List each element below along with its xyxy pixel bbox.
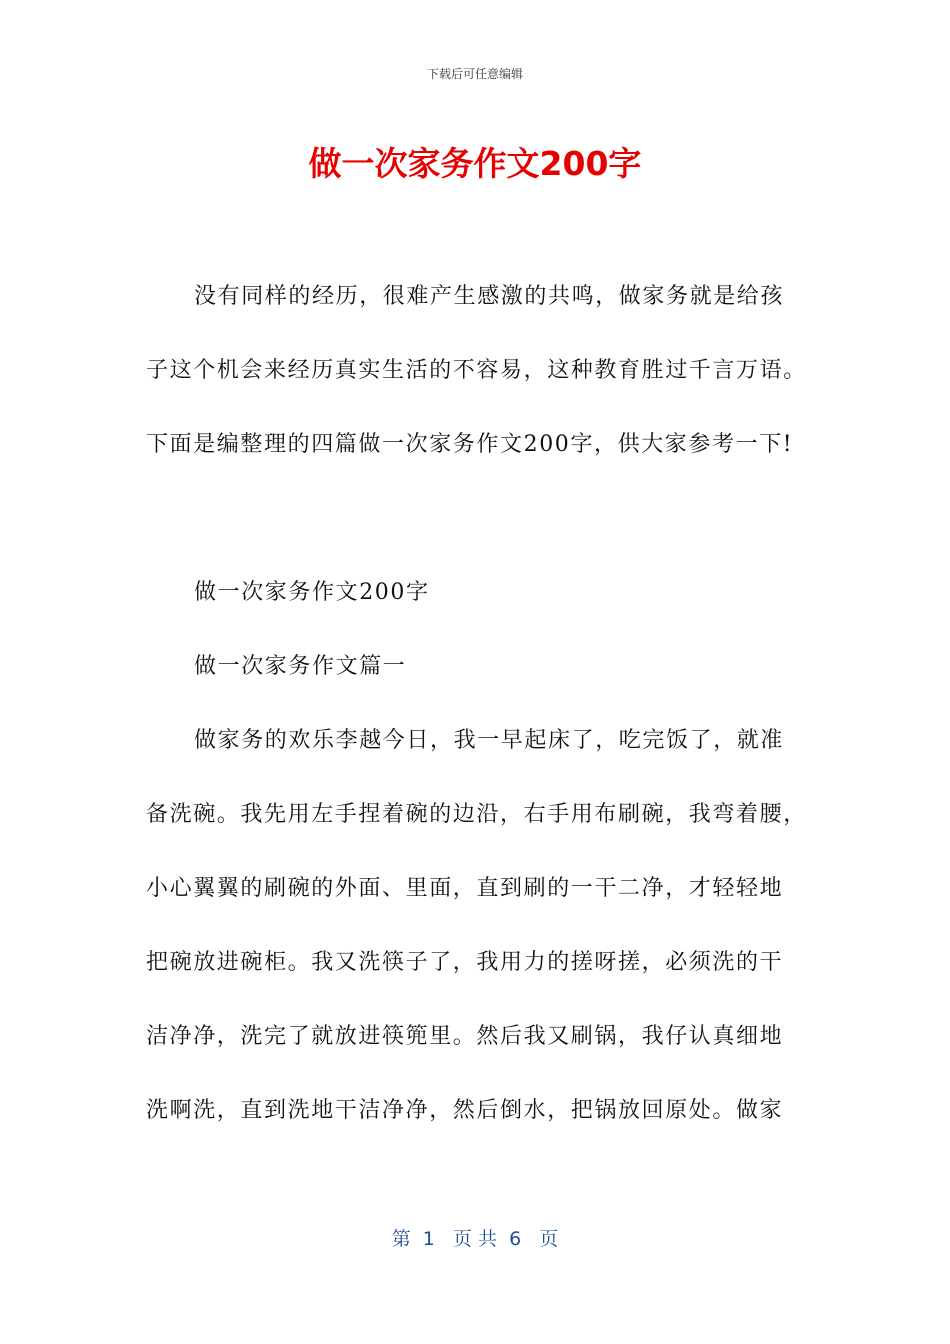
intro-line: 没有同样的经历，很难产生感激的共鸣，做家务就是给孩 [194, 284, 785, 309]
page-header-note: 下载后可任意编辑 [426, 67, 523, 81]
intro-line: 下面是编整理的四篇做一次家务作文200字，供大家参考一下! [146, 432, 794, 457]
section-heading: 做一次家务作文200字 [194, 580, 430, 605]
body-line: 做家务的欢乐李越今日，我一早起床了，吃完饭了，就准 [194, 728, 785, 753]
body-line: 小心翼翼的刷碗的外面、里面，直到刷的一干二净，才轻轻地 [146, 876, 784, 901]
body-line: 把碗放进碗柜。我又洗筷子了，我用力的搓呀搓，必须洗的干 [146, 950, 784, 975]
intro-paragraph [146, 260, 818, 482]
body-line: 备洗碗。我先用左手捏着碗的边沿，右手用布刷碗，我弯着腰， [146, 802, 807, 827]
subsection-heading: 做一次家务作文篇一 [194, 654, 407, 679]
page-title: 做一次家务作文200字 [308, 144, 642, 183]
body-line: 洗啊洗，直到洗地干洁净净，然后倒水，把锅放回原处。做家 [146, 1098, 784, 1123]
intro-line: 子这个机会来经历真实生活的不容易，这种教育胜过千言万语。 [146, 358, 807, 383]
article-body [146, 556, 818, 1148]
page-number-footer: 第 1 页 共 6 页 [391, 1228, 559, 1250]
body-line: 洁净净，洗完了就放进筷篼里。然后我又刷锅，我仔认真细地 [146, 1024, 784, 1049]
